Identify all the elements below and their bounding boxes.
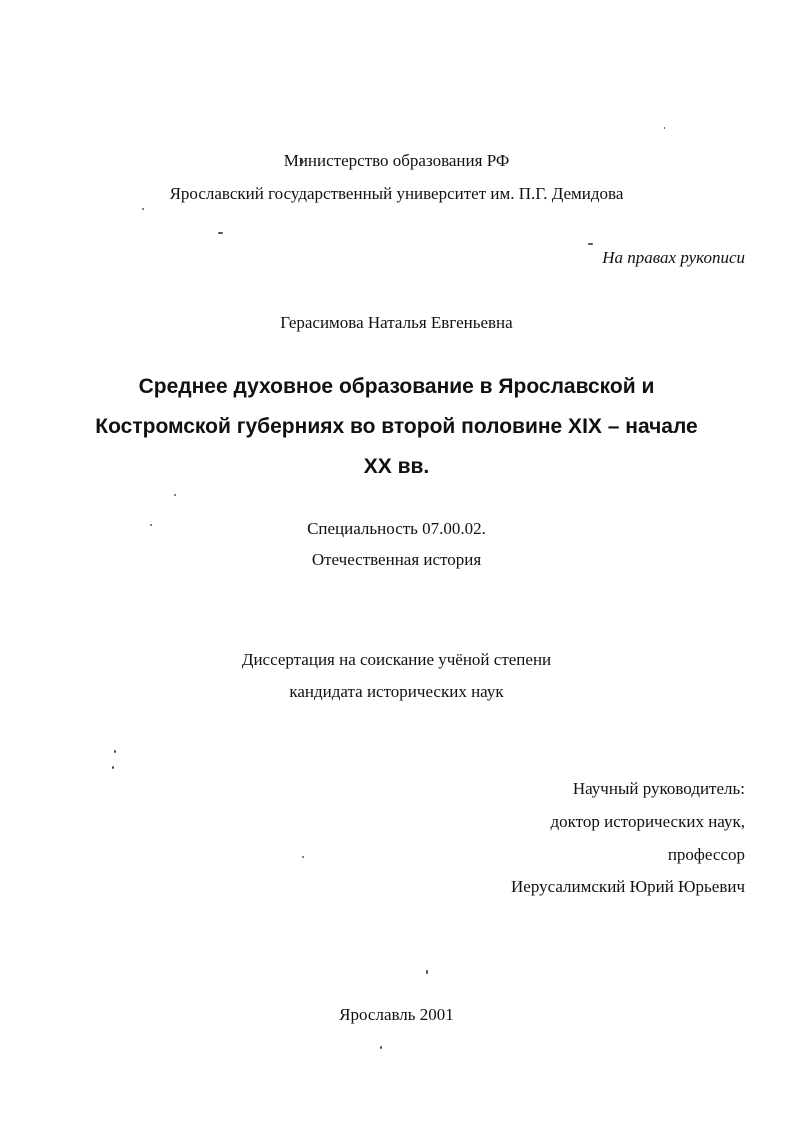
supervisor-name: Иерусалимский Юрий Юрьевич bbox=[511, 877, 745, 896]
thesis-title-line-2: Костромской губерниях во второй половине XIX – начале bbox=[95, 415, 698, 438]
manuscript-note: На правах рукописи bbox=[602, 248, 745, 267]
scan-speck bbox=[588, 243, 593, 245]
scan-speck bbox=[112, 766, 114, 769]
scan-speck bbox=[380, 1046, 382, 1049]
ministry-name: Министерство образования РФ bbox=[283, 151, 510, 170]
scan-speck bbox=[114, 750, 116, 753]
university-name: Ярославский государственный университет им. П.Г. Демидова bbox=[169, 184, 624, 203]
specialty-code: Специальность 07.00.02. bbox=[307, 519, 486, 538]
scan-speck bbox=[426, 970, 428, 974]
scan-speck bbox=[302, 856, 304, 858]
author-name: Герасимова Наталья Евгеньевна bbox=[280, 313, 513, 332]
dissertation-degree-line-2: кандидата исторических наук bbox=[289, 682, 504, 701]
supervisor-rank: профессор bbox=[667, 845, 745, 864]
thesis-title-line-1: Среднее духовное образование в Ярославской и bbox=[138, 375, 655, 398]
specialty-name: Отечественная история bbox=[311, 550, 482, 569]
city-year: Ярославль 2001 bbox=[339, 1005, 454, 1024]
supervisor-label: Научный руководитель: bbox=[572, 779, 745, 798]
scan-speck bbox=[142, 208, 144, 210]
dissertation-degree-line-1: Диссертация на соискание учёной степени bbox=[241, 650, 552, 669]
scan-speck bbox=[174, 494, 176, 496]
thesis-title-line-3: XX вв. bbox=[363, 455, 430, 478]
scan-speck bbox=[664, 127, 665, 129]
scan-speck bbox=[218, 232, 223, 234]
supervisor-degree: доктор исторических наук, bbox=[550, 812, 745, 831]
